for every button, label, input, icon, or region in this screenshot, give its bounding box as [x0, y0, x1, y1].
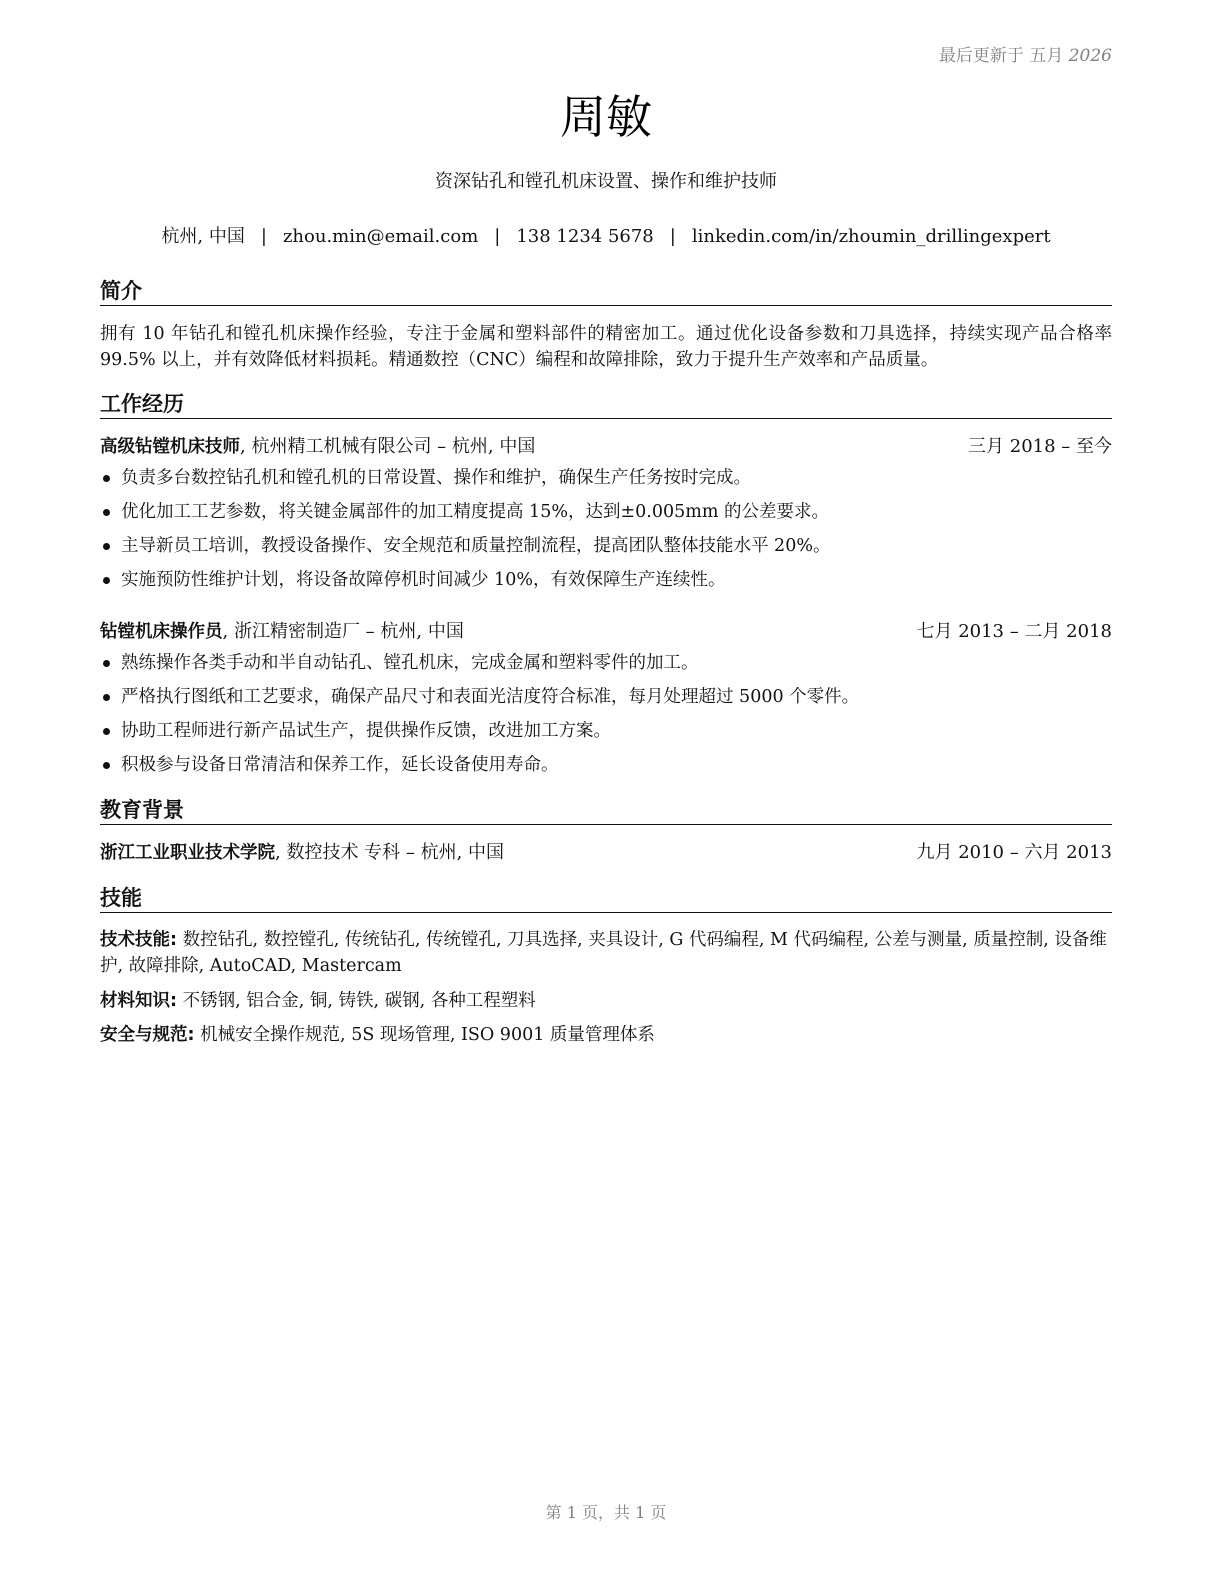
job-dates: 七月 2013 – 二月 2018 [916, 621, 1112, 642]
bullet-icon [103, 509, 110, 516]
job-org: , 杭州精工机械有限公司 – 杭州, 中国 [240, 436, 536, 457]
skill-value: 数控钻孔, 数控镗孔, 传统钻孔, 传统镗孔, 刀具选择, 夹具设计, G 代码编程, M 代码编程, 公差与测量, 质量控制, 设备维护, 故障排除, AutoCAD, Mastercam [100, 930, 1107, 976]
skill-label: 安全与规范: [100, 1025, 195, 1045]
bullet-text: 主导新员工培训，教授设备操作、安全规范和质量控制流程，提高团队整体技能水平 20%。 [121, 536, 831, 556]
skill-label: 技术技能: [100, 930, 177, 950]
candidate-headline: 资深钻孔和镗孔机床设置、操作和维护技师 [435, 171, 777, 192]
bullet-icon [103, 694, 110, 701]
skill-row-safety [100, 1022, 1112, 1048]
skill-label: 材料知识: [100, 991, 177, 1011]
contact-separator: | [669, 226, 676, 247]
bullet-text: 协助工程师进行新产品试生产，提供操作反馈，改进加工方案。 [121, 721, 611, 741]
bullet-icon [103, 475, 110, 482]
job-header [100, 435, 1112, 459]
education-school: 浙江工业职业技术学院 [100, 843, 275, 863]
education-entry [100, 841, 1112, 865]
list-item [100, 495, 1112, 529]
job-role: 钻镗机床操作员 [100, 622, 223, 642]
bullet-icon [103, 543, 110, 550]
list-item [100, 646, 1112, 680]
job-dates: 三月 2018 – 至今 [968, 436, 1112, 457]
contact-phone[interactable]: 138 1234 5678 [516, 226, 654, 247]
bullet-text: 优化加工工艺参数，将关键金属部件的加工精度提高 15%，达到±0.005mm 的公差要求。 [121, 502, 829, 522]
section-title-education: 教育背景 [100, 796, 1112, 825]
skill-row-materials [100, 988, 1112, 1014]
list-item [100, 461, 1112, 495]
job-bullets [100, 461, 1112, 597]
job-header [100, 620, 1112, 644]
bullet-text: 严格执行图纸和工艺要求，确保产品尺寸和表面光洁度符合标准，每月处理超过 5000 个零件。 [121, 687, 860, 707]
education-dates: 九月 2010 – 六月 2013 [916, 842, 1112, 863]
skill-row-technical [100, 927, 1112, 979]
list-item [100, 563, 1112, 597]
bullet-text: 负责多台数控钻孔机和镗孔机的日常设置、操作和维护，确保生产任务按时完成。 [121, 468, 751, 488]
candidate-name: 周敏 [560, 90, 652, 144]
last-updated-year: 2026 [1068, 46, 1112, 66]
bullet-text: 熟练操作各类手动和半自动钻孔、镗孔机床，完成金属和塑料零件的加工。 [121, 653, 699, 673]
contact-separator: | [494, 226, 501, 247]
bullet-icon [103, 762, 110, 769]
bullet-icon [103, 660, 110, 667]
contact-separator: | [260, 226, 267, 247]
job-role: 高级钻镗机床技师 [100, 437, 240, 457]
page-footer: 第 1 页，共 1 页 [545, 1503, 667, 1522]
skill-value: 不锈钢, 铝合金, 铜, 铸铁, 碳钢, 各种工程塑料 [177, 991, 536, 1011]
contact-line [100, 225, 1112, 249]
list-item [100, 748, 1112, 782]
skill-value: 机械安全操作规范, 5S 现场管理, ISO 9001 质量管理体系 [194, 1025, 655, 1045]
section-title-skills: 技能 [100, 884, 1112, 913]
summary-text: 拥有 10 年钻孔和镗孔机床操作经验，专注于金属和塑料部件的精密加工。通过优化设备参数和刀具选择，持续实现产品合格率 99.5% 以上，并有效降低材料损耗。精通数控（CNC）编程和故障排除，致力于提升生产效率和产品质量。 [100, 324, 1112, 370]
last-updated [939, 45, 1112, 67]
section-title-experience: 工作经历 [100, 390, 1112, 419]
list-item [100, 714, 1112, 748]
bullet-text: 积极参与设备日常清洁和保养工作，延长设备使用寿命。 [121, 755, 559, 775]
last-updated-label: 最后更新于 五月 [938, 46, 1069, 66]
bullet-icon [103, 728, 110, 735]
job-bullets [100, 646, 1112, 782]
contact-location: 杭州, 中国 [161, 226, 245, 247]
education-detail: , 数控技术 专科 – 杭州, 中国 [275, 842, 505, 863]
section-title-summary: 简介 [100, 277, 1112, 306]
job-org: , 浙江精密制造厂 – 杭州, 中国 [222, 621, 464, 642]
contact-email[interactable]: zhou.min@email.com [282, 226, 479, 247]
list-item [100, 680, 1112, 714]
bullet-icon [103, 577, 110, 584]
resume-page [100, 0, 1112, 1584]
list-item [100, 529, 1112, 563]
contact-linkedin[interactable]: linkedin.com/in/zhoumin_drillingexpert [691, 226, 1051, 247]
bullet-text: 实施预防性维护计划，将设备故障停机时间减少 10%，有效保障生产连续性。 [121, 570, 726, 590]
